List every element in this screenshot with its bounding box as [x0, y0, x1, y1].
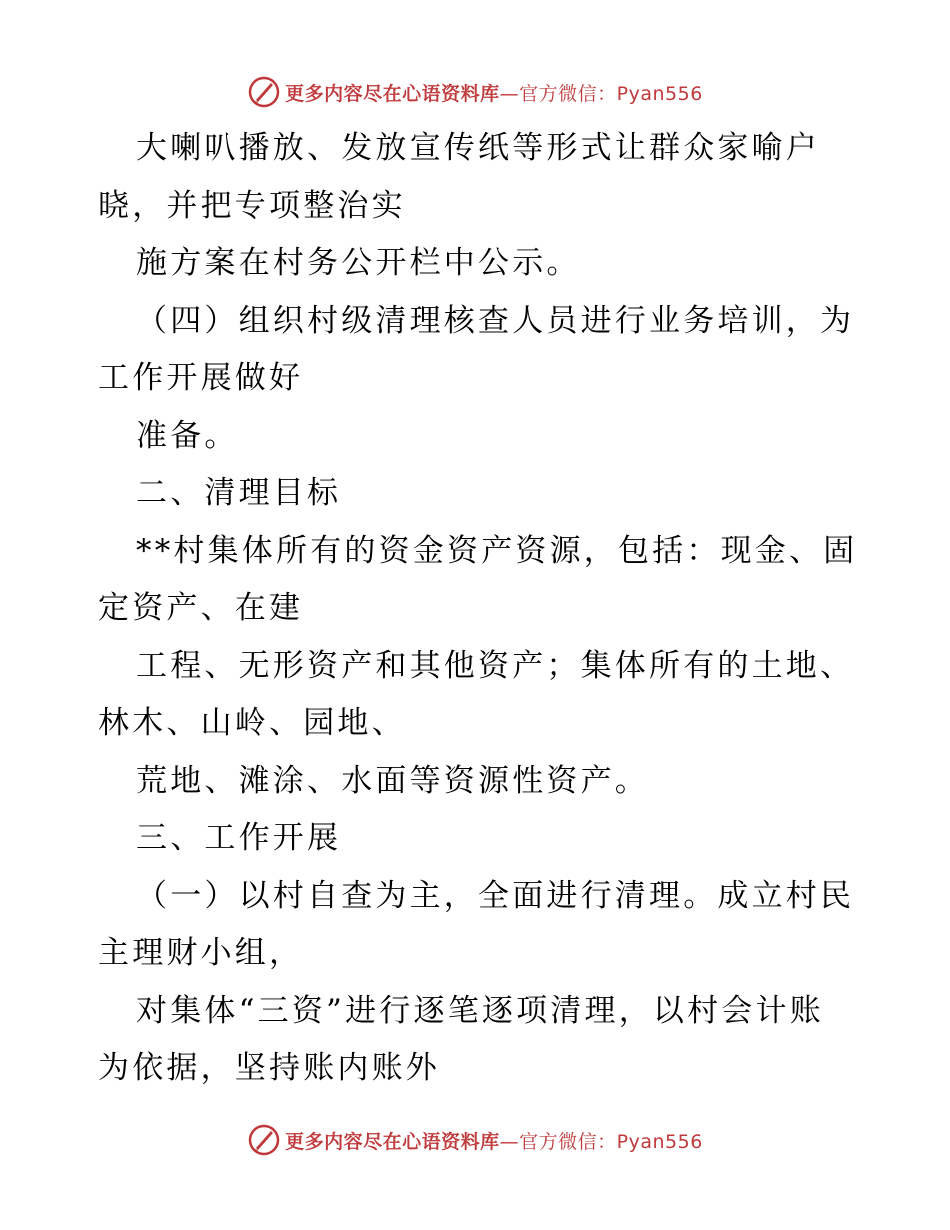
banner-brand: 更多内容尽在心语资料库: [285, 1130, 500, 1153]
banner-text: [285, 1127, 703, 1154]
banner-separator: —: [499, 1130, 520, 1153]
text-line: 施方案在村务公开栏中公示。: [136, 245, 581, 281]
text-line: 对集体“三资”进行逐笔逐项清理，以村会计账: [136, 992, 824, 1029]
text-line: 晓，并把专项整治实: [98, 187, 406, 224]
text-line: （一）以村自查为主，全面进行清理。成立村民: [136, 877, 855, 914]
text-line: 定资产、在建: [98, 590, 304, 626]
text-line: 工作开展做好: [98, 360, 304, 396]
text-line: 工程、无形资产和其他资产；集体所有的土地、: [136, 647, 855, 684]
feather-pen-logo-icon: [247, 1123, 281, 1157]
banner-text: [285, 79, 703, 106]
banner-brand: 更多内容尽在心语资料库: [285, 82, 500, 105]
banner-wechat: 官方微信：Pyan556: [519, 82, 703, 105]
document-body: [98, 120, 858, 1098]
text-line: 林木、山岭、园地、: [98, 705, 406, 741]
banner-wechat: 官方微信：Pyan556: [519, 1130, 703, 1153]
text-line: 荒地、滩涂、水面等资源性资产。: [136, 762, 649, 799]
text-line: 三、工作开展: [136, 820, 342, 856]
text-line: 主理财小组，: [98, 935, 304, 971]
text-line: 准备。: [136, 417, 239, 454]
text-line: 二、清理目标: [136, 475, 342, 511]
text-line: 大喇叭播放、发放宣传纸等形式让群众家喻户: [136, 130, 820, 166]
banner-separator: —: [499, 82, 520, 105]
feather-pen-logo-icon: [247, 75, 281, 109]
text-line: 为依据，坚持账内账外: [98, 1050, 440, 1086]
footer-banner: [0, 1120, 950, 1160]
text-line: （四）组织村级清理核查人员进行业务培训，为: [136, 302, 855, 339]
header-banner: [0, 72, 950, 112]
text-line: **村集体所有的资金资产资源，包括：现金、固: [136, 532, 858, 569]
